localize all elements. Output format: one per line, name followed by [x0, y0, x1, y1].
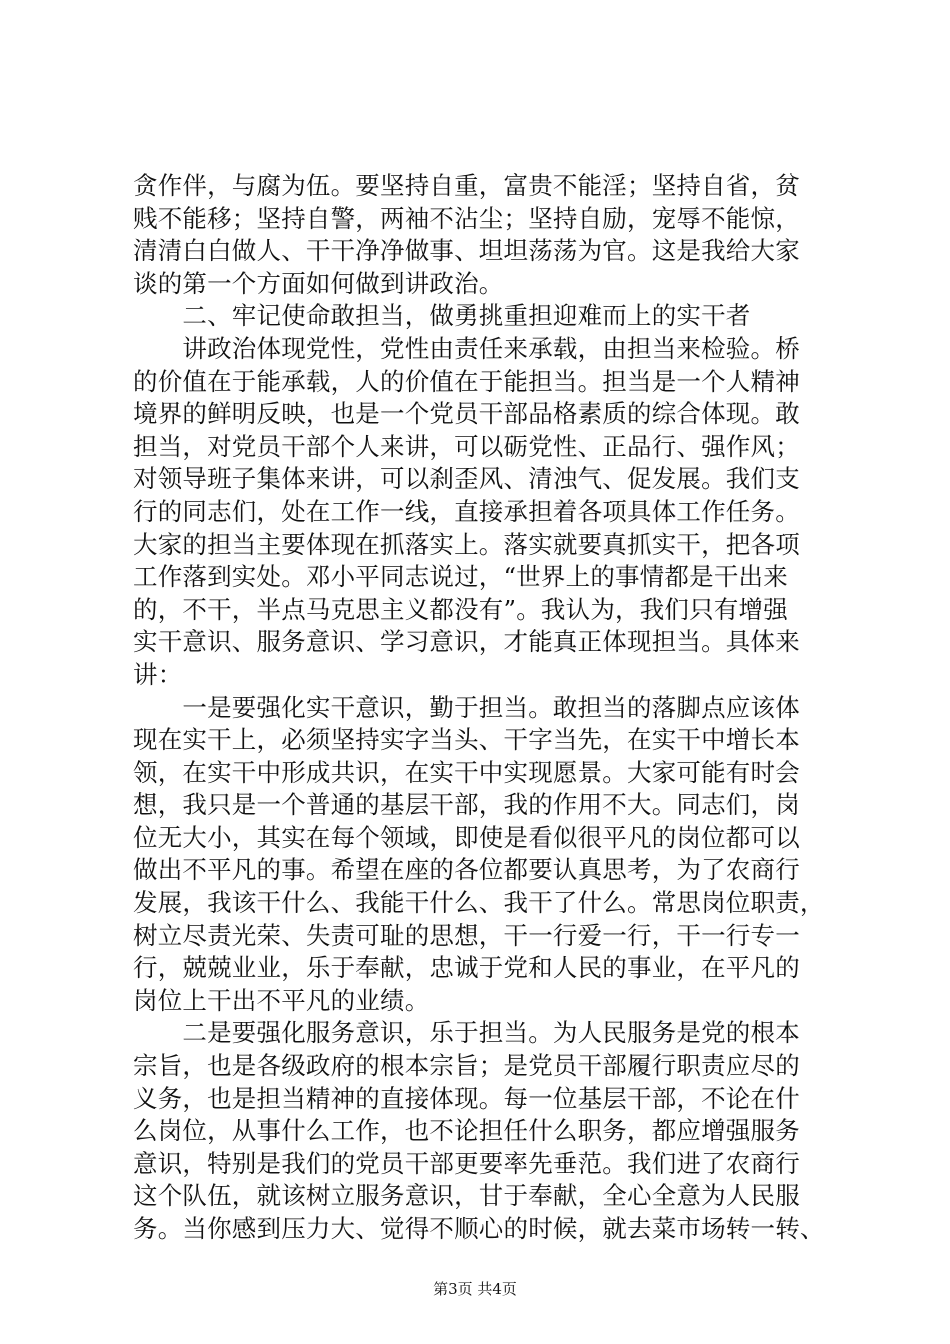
text-line: 发展，我该干什么、我能干什么、我干了什么。常思岗位职责，	[133, 888, 825, 918]
text-line: 宗旨，也是各级政府的根本宗旨；是党员干部履行职责应尽的	[133, 1051, 800, 1081]
text-line: 的，不干，半点马克思主义都没有”。我认为，我们只有增强	[133, 594, 788, 624]
text-line: 领，在实干中形成共识，在实干中实现愿景。大家可能有时会	[133, 757, 800, 787]
text-line: 担当，对党员干部个人来讲，可以砺党性、正品行、强作风；	[133, 431, 800, 461]
text-line: 义务，也是担当精神的直接体现。每一位基层干部，不论在什	[133, 1083, 800, 1113]
text-line: 的价值在于能承载，人的价值在于能担当。担当是一个人精神	[133, 366, 800, 396]
text-line: 务。当你感到压力大、觉得不顺心的时候，就去菜市场转一转、	[133, 1214, 825, 1243]
text-line: 这个队伍，就该树立服务意识，甘于奉献，全心全意为人民服	[133, 1181, 800, 1211]
text-line: 二是要强化服务意识，乐于担当。为人民服务是党的根本	[133, 1018, 800, 1048]
body-text	[133, 170, 833, 1246]
text-line: 一是要强化实干意识，勤于担当。敢担当的落脚点应该体	[133, 692, 800, 722]
text-line: 么岗位，从事什么工作，也不论担任什么职务，都应增强服务	[133, 1116, 800, 1146]
text-line: 讲政治体现党性，党性由责任来承载，由担当来检验。桥	[133, 333, 800, 363]
text-line: 谈的第一个方面如何做到讲政治。	[133, 268, 504, 298]
text-line: 行，兢兢业业，乐于奉献，忠诚于党和人民的事业，在平凡的	[133, 953, 800, 983]
text-line: 贪作伴，与腐为伍。要坚持自重，富贵不能淫；坚持自省，贫	[133, 171, 800, 200]
text-line: 想，我只是一个普通的基层干部，我的作用不大。同志们，岗	[133, 790, 800, 820]
text-line: 树立尽责光荣、失责可耻的思想，干一行爱一行，干一行专一	[133, 920, 800, 950]
text-line: 实干意识、服务意识、学习意识，才能真正体现担当。具体来	[133, 627, 800, 657]
text-line: 位无大小，其实在每个领域，即使是看似很平凡的岗位都可以	[133, 822, 800, 852]
text-line: 现在实干上，必须坚持实字当头、干字当先，在实干中增长本	[133, 725, 800, 755]
text-line: 做出不平凡的事。希望在座的各位都要认真思考，为了农商行	[133, 855, 800, 885]
text-line: 意识，特别是我们的党员干部更要率先垂范。我们进了农商行	[133, 1148, 800, 1178]
text-line: 对领导班子集体来讲，可以刹歪风、清浊气、促发展。我们支	[133, 464, 800, 494]
text-line: 岗位上干出不平凡的业绩。	[133, 985, 430, 1015]
text-line: 贱不能移；坚持自警，两袖不沾尘；坚持自励，宠辱不能惊，	[133, 203, 800, 233]
text-line: 行的同志们，处在工作一线，直接承担着各项具体工作任务。	[133, 496, 800, 526]
text-line: 大家的担当主要体现在抓落实上。落实就要真抓实干，把各项	[133, 529, 800, 559]
text-line: 工作落到实处。邓小平同志说过，“世界上的事情都是干出来	[133, 562, 788, 592]
text-line: 境界的鲜明反映，也是一个党员干部品格素质的综合体现。敢	[133, 399, 800, 429]
text-line: 清清白白做人、干干净净做事、坦坦荡荡为官。这是我给大家	[133, 236, 800, 266]
text-line: 二、牢记使命敢担当，做勇挑重担迎难而上的实干者	[133, 301, 751, 331]
page-footer: 第3页 共4页	[433, 1280, 517, 1298]
text-line: 讲：	[133, 659, 183, 689]
